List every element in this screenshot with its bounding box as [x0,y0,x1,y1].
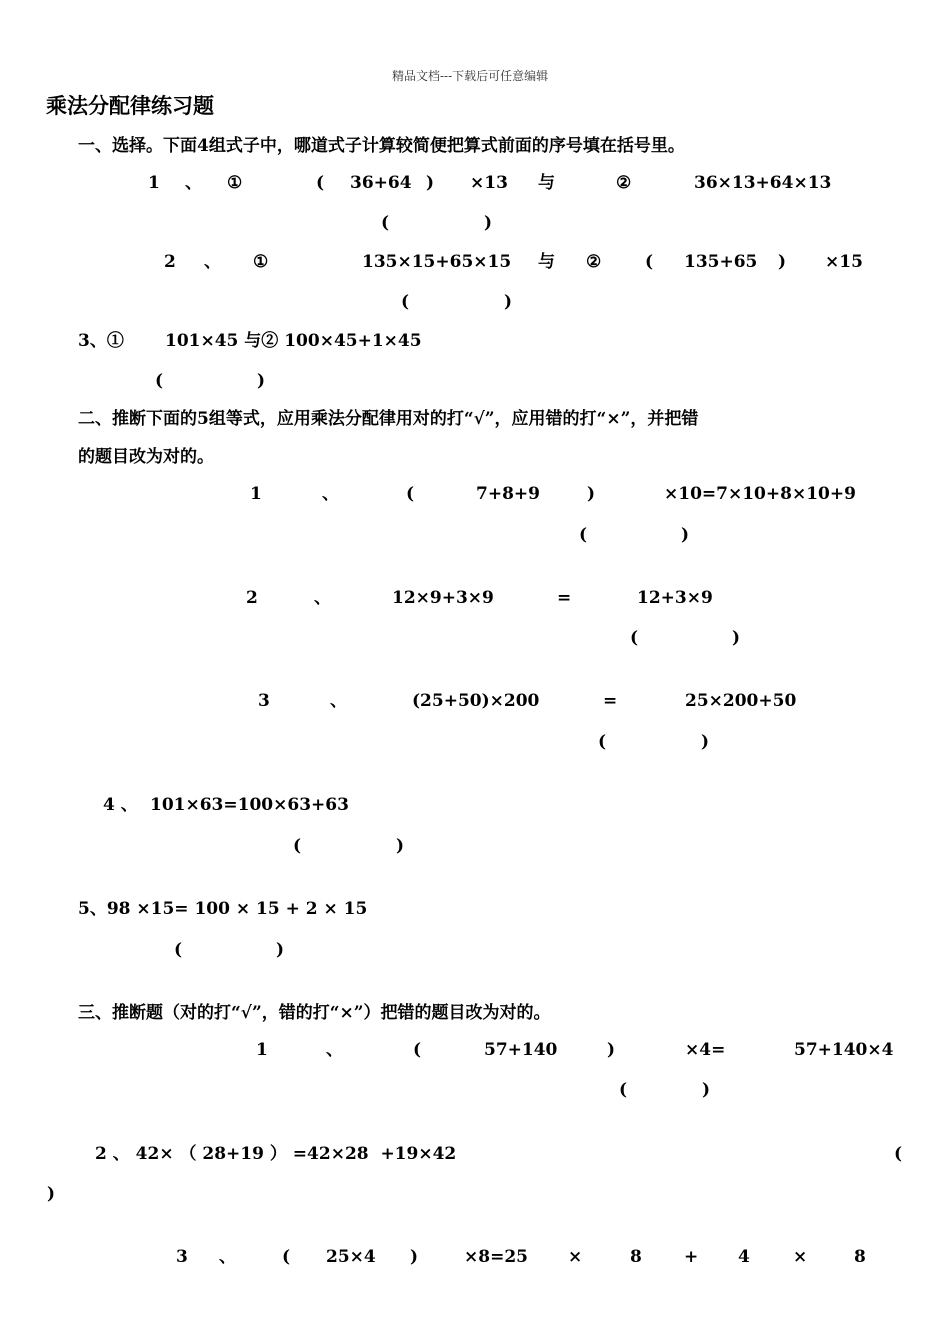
answer-paren-left[interactable]: ( [381,213,390,233]
expr-part: 36+64 [350,173,412,193]
expr-part: × [793,1247,808,1267]
expr-part: 135×15+65×15 [362,252,512,272]
q-number: 3 [258,691,270,711]
paren-left: ( [406,484,415,504]
section1-heading: 一、选择。下面4组式子中，哪道式子计算较简便把算式前面的序号填在括号里。 [78,136,685,156]
q-number: 1 [148,173,160,193]
answer-paren-right[interactable]: ) [396,836,405,856]
q-separator: 、 [326,1040,343,1060]
expr-part: ×4= [685,1040,726,1060]
answer-paren-right[interactable]: ) [484,213,493,233]
section3-heading: 三、推断题（对的打“√”，错的打“×”）把错的题目改为对的。 [78,1003,551,1023]
expr-part: 12×9+3×9 [392,588,494,608]
paren-left: ( [413,1040,422,1060]
choice-marker-1: ① [253,252,269,272]
paren-right: ) [410,1247,419,1267]
q-separator: 、 [219,1247,236,1267]
expr-part: 25×200+50 [685,691,797,711]
paren-right: ) [778,252,787,272]
q-number: 1 [256,1040,268,1060]
paren-right: ) [587,484,596,504]
expr-part: (25+50)×200 [412,691,540,711]
q-separator: 、 [185,173,202,193]
q-number: 2 [164,252,176,272]
expr-part: ×8=25 [464,1247,528,1267]
q-prefix: 4 、 [103,795,138,815]
page-header: 精品文档---下载后可任意编辑 [392,69,549,83]
expr-part: 8 [854,1247,866,1267]
q-number: 1 [250,484,262,504]
answer-paren-right[interactable]: ) [702,1080,711,1100]
equals-sign: = [557,588,572,608]
paren-right: ) [607,1040,616,1060]
expr-part: 4 [738,1247,750,1267]
answer-paren-left[interactable]: ( [894,1144,903,1164]
page-title: 乘法分配律练习题 [46,93,214,118]
expr-part: 57+140 [484,1040,558,1060]
expr-part: 8 [630,1247,642,1267]
expr-part: 36×13+64×13 [694,173,832,193]
paren-left: ( [282,1247,291,1267]
answer-paren-left[interactable]: ( [155,371,164,391]
expr-part: + [684,1247,699,1267]
answer-paren-right[interactable]: ) [47,1184,56,1204]
expr-part: 135+65 [684,252,758,272]
section2-heading-cont: 的题目改为对的。 [78,447,214,467]
answer-paren-right[interactable]: ) [701,732,710,752]
answer-paren-left[interactable]: ( [174,940,183,960]
equals-sign: = [603,691,618,711]
answer-paren-right[interactable]: ) [257,371,266,391]
q-number: 2 [246,588,258,608]
answer-paren-right[interactable]: ) [276,940,285,960]
q-separator: 、 [204,252,221,272]
expr-part: 25×4 [326,1247,376,1267]
q-separator: 、 [330,691,347,711]
choice-marker-1: ① [227,173,243,193]
expr-part: ×10=7×10+8×10+9 [664,484,856,504]
choice-marker-2: ② [616,173,632,193]
answer-paren-left[interactable]: ( [598,732,607,752]
paren-left: ( [645,252,654,272]
q-separator: 、 [322,484,339,504]
paren-right: ) [426,173,435,193]
answer-paren-right[interactable]: ) [504,292,513,312]
expr-part: 57+140×4 [794,1040,894,1060]
q-separator: 、 [314,588,331,608]
answer-paren-right[interactable]: ) [681,525,690,545]
expr-part: ×13 [470,173,508,193]
answer-paren-right[interactable]: ) [732,628,741,648]
q-text: 5、98 ×15= 100 × 15 + 2 × 15 [78,899,368,919]
section2-heading: 二、推断下面的5组等式，应用乘法分配律用对的打“√”，应用错的打“×”，并把错 [78,409,699,429]
expr-part: ×15 [825,252,863,272]
answer-paren-left[interactable]: ( [579,525,588,545]
answer-paren-left[interactable]: ( [630,628,639,648]
and-word: 与 [538,173,555,193]
expr-part: 12+3×9 [637,588,713,608]
q-prefix: 3、① [78,331,124,351]
expr-part: × [568,1247,583,1267]
answer-paren-left[interactable]: ( [401,292,410,312]
paren-left: ( [316,173,325,193]
expr-part: 101×45 与② 100×45+1×45 [165,331,422,351]
answer-paren-left[interactable]: ( [619,1080,628,1100]
choice-marker-2: ② [586,252,602,272]
expr-part: 101×63=100×63+63 [150,795,349,815]
and-word: 与 [538,252,555,272]
q-text: 2 、 42× （ 28+19 ） =42×28 +19×42 [95,1144,457,1164]
q-number: 3 [176,1247,188,1267]
expr-part: 7+8+9 [476,484,540,504]
answer-paren-left[interactable]: ( [293,836,302,856]
